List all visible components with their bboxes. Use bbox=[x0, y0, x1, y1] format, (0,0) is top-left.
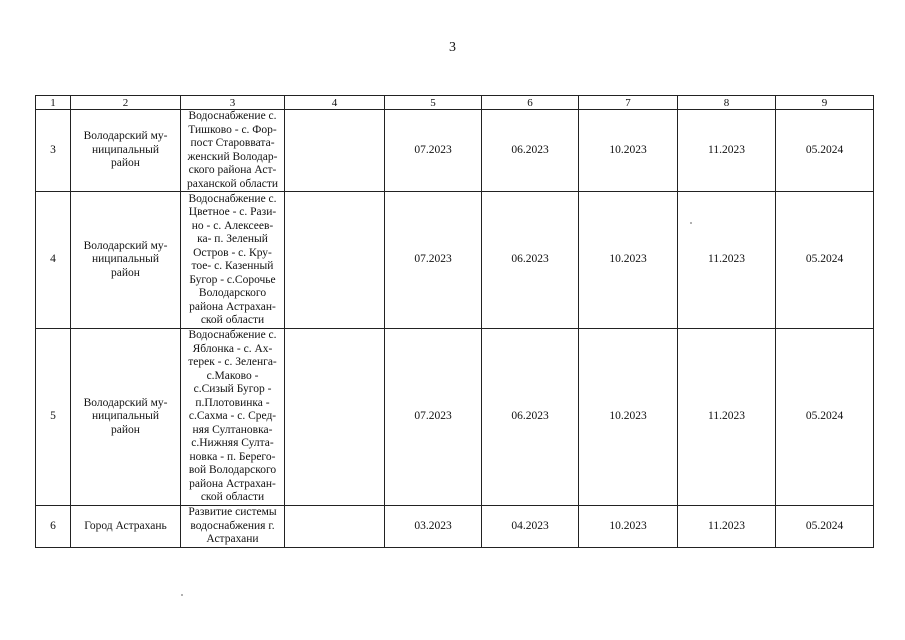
object-cell: Водоснабжение с. Яблонка - с. Ах- терек - с. Зеленга- с.Маково - с.Сизый Бугор - п.Плотовинка - с.Сахма - с. Сред- няя Султановка- с.Нижняя Султа- новка - п. Берего- вой Володарского района Астрахан- ской области bbox=[181, 329, 285, 506]
header-cell: 2 bbox=[71, 96, 181, 110]
header-cell: 8 bbox=[678, 96, 776, 110]
header-cell: 9 bbox=[776, 96, 874, 110]
row-number: 5 bbox=[36, 329, 71, 506]
date-cell: 10.2023 bbox=[579, 192, 678, 329]
header-cell: 5 bbox=[385, 96, 482, 110]
col4-cell bbox=[285, 329, 385, 506]
object-cell: Развитие системы водоснабжения г. Астрахани bbox=[181, 506, 285, 548]
row-number: 6 bbox=[36, 506, 71, 548]
date-cell: 07.2023 bbox=[385, 192, 482, 329]
schedule-table bbox=[35, 95, 874, 548]
table-row bbox=[36, 506, 874, 548]
date-cell: 05.2024 bbox=[776, 506, 874, 548]
date-cell: 10.2023 bbox=[579, 329, 678, 506]
row-number: 3 bbox=[36, 110, 71, 192]
page-number: 3 bbox=[449, 40, 456, 55]
header-cell: 4 bbox=[285, 96, 385, 110]
date-cell: 03.2023 bbox=[385, 506, 482, 548]
table-row bbox=[36, 110, 874, 192]
header-cell: 1 bbox=[36, 96, 71, 110]
col4-cell bbox=[285, 506, 385, 548]
date-cell: 10.2023 bbox=[579, 506, 678, 548]
date-cell: 04.2023 bbox=[482, 506, 579, 548]
table-row bbox=[36, 192, 874, 329]
col4-cell bbox=[285, 192, 385, 329]
date-cell: 05.2024 bbox=[776, 192, 874, 329]
date-cell: 06.2023 bbox=[482, 329, 579, 506]
header-cell: 3 bbox=[181, 96, 285, 110]
date-cell: 05.2024 bbox=[776, 329, 874, 506]
date-cell: 11.2023 bbox=[678, 110, 776, 192]
table-row bbox=[36, 329, 874, 506]
header-cell: 6 bbox=[482, 96, 579, 110]
date-cell: 07.2023 bbox=[385, 329, 482, 506]
object-cell: Водоснабжение с. Цветное - с. Рази- но - с. Алексеев- ка- п. Зеленый Остров - с. Кру- тое- с. Казенный Бугор - с.Сорочье Володарского района Астрахан- ской области bbox=[181, 192, 285, 329]
scan-speck bbox=[690, 222, 692, 224]
date-cell: 07.2023 bbox=[385, 110, 482, 192]
scan-speck bbox=[181, 594, 183, 596]
district-cell: Володарский му- ниципальный район bbox=[71, 192, 181, 329]
date-cell: 11.2023 bbox=[678, 329, 776, 506]
header-cell: 7 bbox=[579, 96, 678, 110]
date-cell: 06.2023 bbox=[482, 110, 579, 192]
date-cell: 05.2024 bbox=[776, 110, 874, 192]
row-number: 4 bbox=[36, 192, 71, 329]
date-cell: 11.2023 bbox=[678, 506, 776, 548]
col4-cell bbox=[285, 110, 385, 192]
district-cell: Володарский му- ниципальный район bbox=[71, 329, 181, 506]
table-header-row bbox=[36, 96, 874, 110]
object-cell: Водоснабжение с. Тишково - с. Фор- пост Староввата- женский Володар- ского района Аст- раханской области bbox=[181, 110, 285, 192]
date-cell: 06.2023 bbox=[482, 192, 579, 329]
district-cell: Город Астрахань bbox=[71, 506, 181, 548]
district-cell: Володарский му- ниципальный район bbox=[71, 110, 181, 192]
date-cell: 11.2023 bbox=[678, 192, 776, 329]
date-cell: 10.2023 bbox=[579, 110, 678, 192]
